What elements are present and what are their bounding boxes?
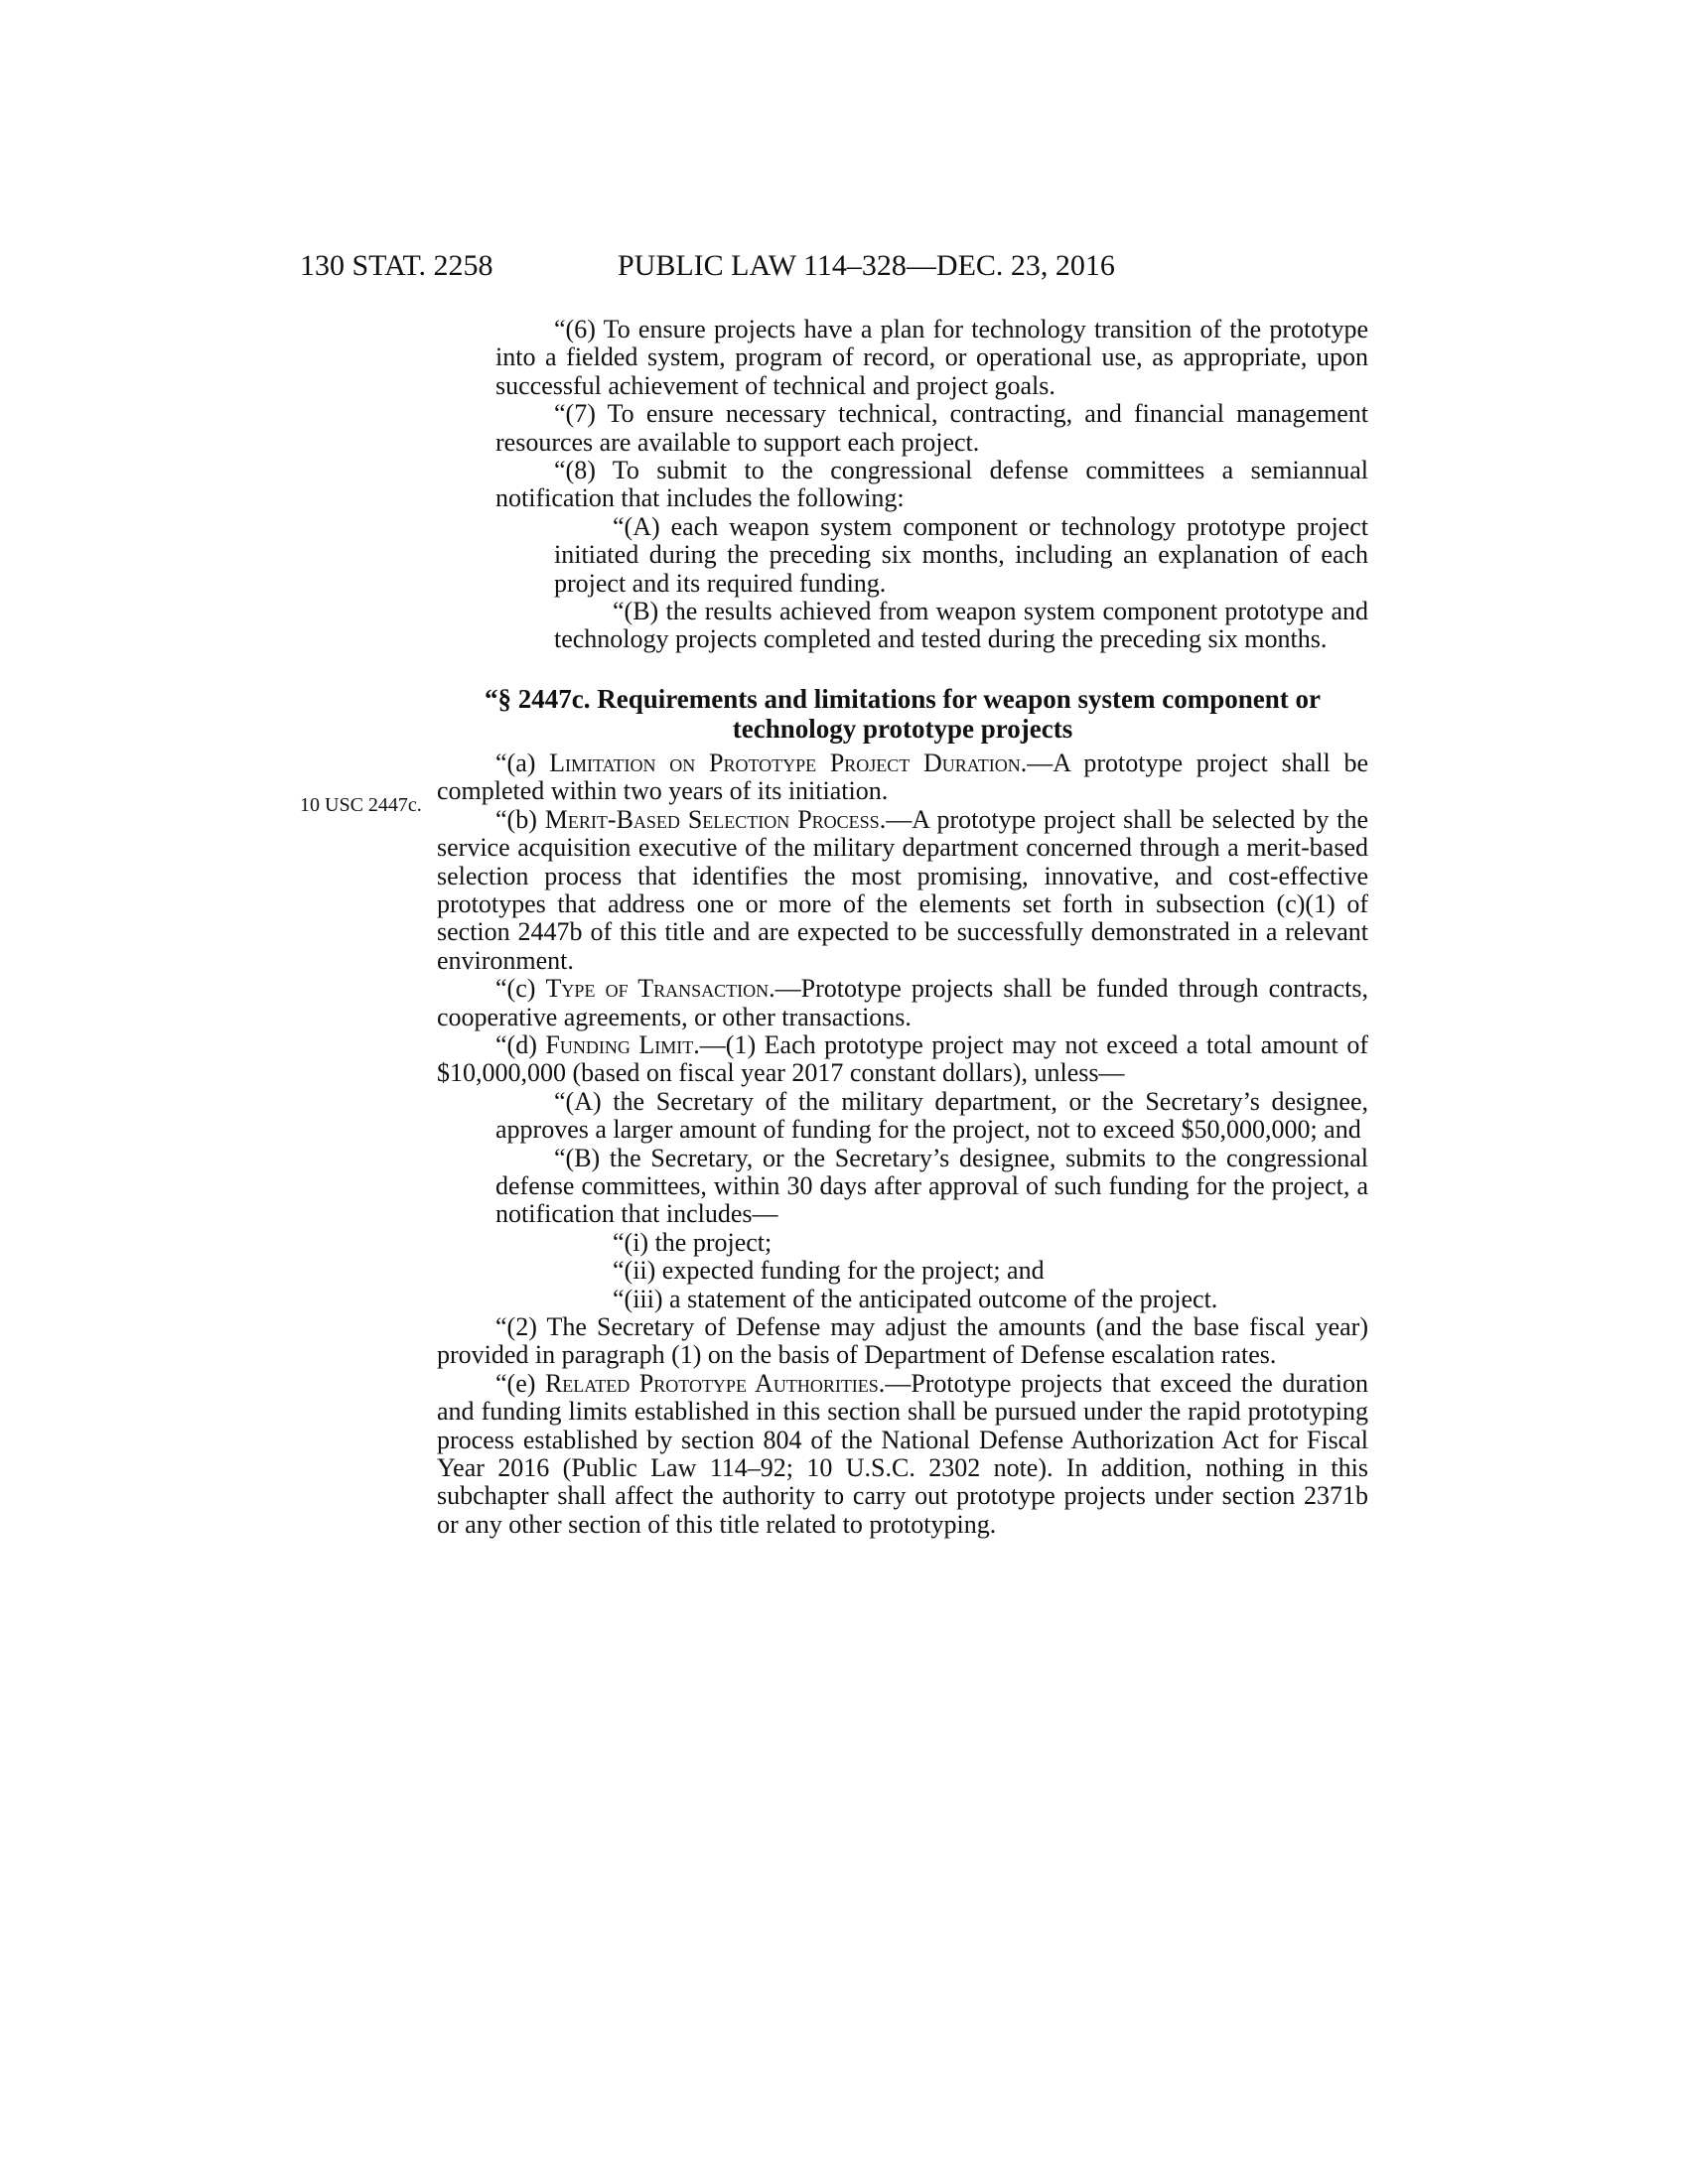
paragraph-6: “(6) To ensure projects have a plan for technology transition of the prototype into a fielded system, program of record, or operational use, as appropriate, upon successful achievement of technical and project goals. <box>495 315 1368 400</box>
subsection-d-text: —(1) Each prototype project may not exceed a total amount of $10,000,000 (based on fiscal year 2017 constant dollars), unless— <box>437 1029 1368 1088</box>
running-head: PUBLIC LAW 114–328—DEC. 23, 2016 <box>618 249 1115 282</box>
paragraph-d-2: “(2) The Secretary of Defense may adjust the amounts (and the base fiscal year) provided in paragraph (1) on the basis of Department of Defense escalation rates. <box>437 1312 1368 1370</box>
paragraph-8-A: “(A) each weapon system component or technology prototype project initiated during the preceding six months, including an explanation of each project and its required funding. <box>554 511 1368 598</box>
paragraph-8: “(8) To submit to the congressional defense committees a semiannual notification that includes the following: <box>495 456 1368 513</box>
section-heading: “§ 2447c. Requirements and limitations for weapon system component or technology prototype projects <box>485 683 1321 744</box>
subsection-d-open: “(d) <box>495 1029 546 1059</box>
subsection-d-title: Funding Limit. <box>545 1029 700 1059</box>
subsection-c-title: Type of Transaction. <box>545 974 775 1004</box>
subparagraph-d-B: “(B) the Secretary, or the Secretary’s designee, submits to the congressional defense committees, within 30 days after approval of such funding for the project, a notification that includes— <box>495 1143 1368 1229</box>
margin-citation: 10 USC 2447c. <box>300 794 422 816</box>
paragraph-7: “(7) To ensure necessary technical, contracting, and financial management resources are available to support each project. <box>495 399 1368 457</box>
clause-d-iii: “(iii) a statement of the anticipated outcome of the project. <box>613 1284 1218 1313</box>
body-text <box>437 315 1369 1539</box>
subsection-b-open: “(b) <box>495 804 545 834</box>
subparagraph-d-A: “(A) the Secretary of the military department, or the Secretary’s designee, approves a larger amount of funding for the project, not to exceed $50,000,000; and <box>495 1086 1368 1145</box>
clause-d-i: “(i) the project; <box>613 1227 773 1257</box>
subsection-e-text: —Prototype projects that exceed the duration and funding limits established in this section shall be pursued under the rapid prototyping process established by section 804 of the National Defense Authorization Act for Fiscal Year 2016 (Public Law 114–92; 10 U.S.C. 2302 note). In addition, nothing in this subchapter shall affect the authority to carry out prototype projects under section 2371b or any other section of this title related to prototyping. <box>437 1368 1368 1539</box>
subsection-b-title: Merit-Based Selection Process. <box>544 804 887 834</box>
page-header <box>300 246 1213 286</box>
subsection-c-text: —Prototype projects shall be funded through contracts, cooperative agreements, or other transactions. <box>437 974 1368 1031</box>
subsection-e-title: Related Prototype Authorities. <box>544 1368 886 1398</box>
subsection-d <box>437 1031 1368 1088</box>
subsection-a <box>437 750 1368 806</box>
subsection-a-title: Limitation on Prototype Project Duration. <box>549 748 1028 777</box>
subsection-e <box>437 1370 1368 1539</box>
subsection-a-open: “(a) <box>495 748 550 777</box>
subsection-c-open: “(c) <box>495 974 546 1004</box>
subsection-e-open: “(e) <box>495 1368 545 1398</box>
subsection-b-text: —A prototype project shall be selected by the service acquisition executive of the military department concerned through a merit-based selection process that identifies the most promising, innovative, and cost-effective prototypes that address one or more of the elements set forth in subsection (c)(1) of section 2447b of this title and are expected to be successfully demonstrated in a relevant environment. <box>437 804 1369 975</box>
subsection-a-text: —A prototype project shall be completed within two years of its initiation. <box>437 748 1368 806</box>
clause-d-ii: “(ii) expected funding for the project; and <box>613 1256 1045 1286</box>
paragraph-8-B: “(B) the results achieved from weapon system component prototype and technology projects completed and tested during the preceding six months. <box>554 597 1368 654</box>
statute-page-reference: 130 STAT. 2258 <box>300 249 493 282</box>
subsection-c <box>437 975 1368 1031</box>
subsection-b <box>437 806 1368 975</box>
